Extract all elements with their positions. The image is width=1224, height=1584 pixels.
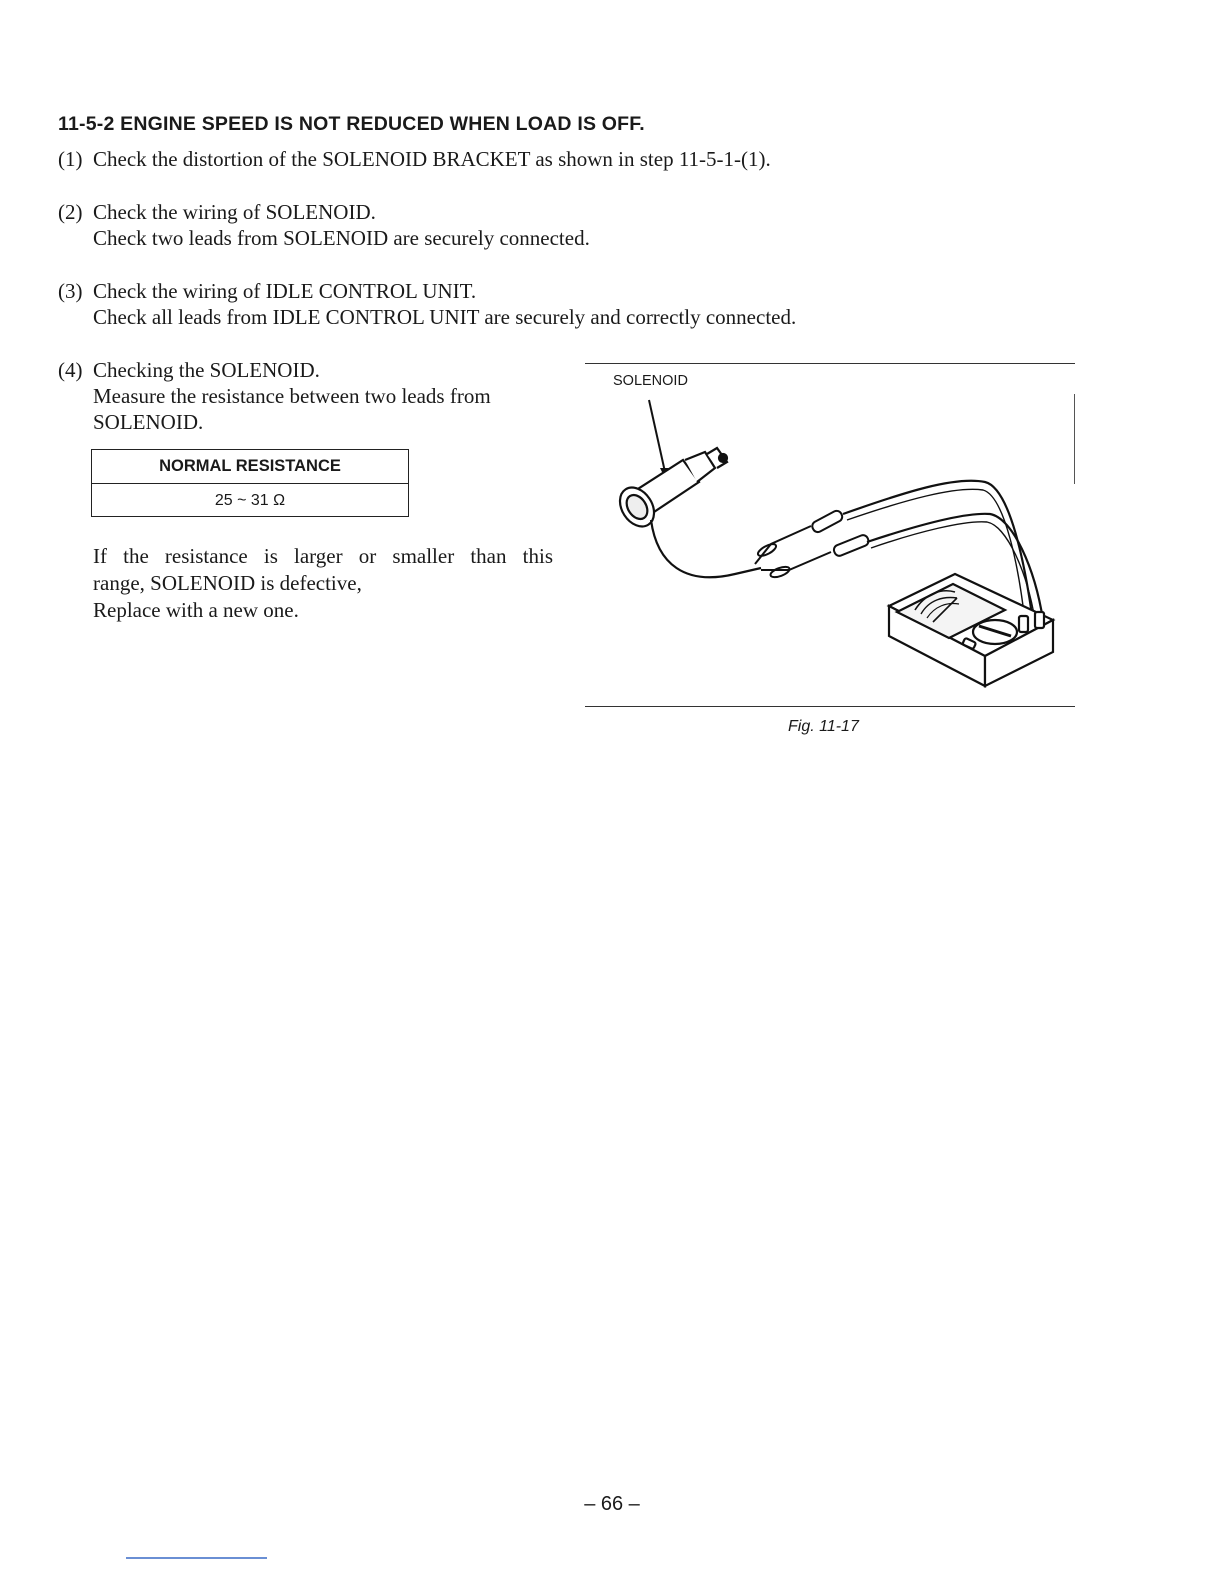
step-text-continued: Check all leads from IDLE CONTROL UNIT are securely and correctly connected.	[93, 305, 797, 329]
leader-line	[649, 400, 665, 472]
step-3	[58, 278, 796, 330]
footer-rule	[126, 1557, 267, 1559]
step-text: Check the wiring of SOLENOID.	[93, 200, 376, 224]
solenoid-multimeter-illustration	[585, 364, 1075, 706]
result-line: If the resistance is larger or smaller than this	[93, 544, 553, 568]
figure-solenoid-test	[585, 363, 1075, 707]
solenoid-lead	[651, 520, 761, 577]
lead-connectors	[756, 509, 870, 579]
resistance-table-value: 25 ~ 31 Ω	[214, 492, 286, 509]
solenoid-icon	[613, 448, 727, 533]
step-number: (4)	[58, 358, 83, 382]
section-heading: 11-5-2 ENGINE SPEED IS NOT REDUCED WHEN LOAD IS OFF.	[58, 113, 645, 135]
result-line: Replace with a new one.	[93, 598, 299, 622]
step-text: Checking the SOLENOID.	[93, 358, 320, 382]
page-number: – 66 –	[584, 1493, 640, 1515]
figure-caption: Fig. 11-17	[788, 718, 859, 735]
step-4	[58, 357, 491, 435]
step-number: (1)	[58, 147, 83, 171]
figure-label-solenoid: SOLENOID	[613, 373, 688, 389]
result-line: range, SOLENOID is defective,	[93, 571, 362, 595]
step-text: Check the distortion of the SOLENOID BRACKET as shown in step 11-5-1-(1).	[93, 147, 771, 171]
test-lead-b	[761, 552, 831, 570]
step-text-continued: Check two leads from SOLENOID are securely connected.	[93, 226, 590, 250]
step-text-continued: SOLENOID.	[93, 410, 204, 434]
resistance-table	[91, 449, 409, 517]
step-1	[58, 146, 771, 172]
step-number: (3)	[58, 279, 83, 303]
step-text: Check the wiring of IDLE CONTROL UNIT.	[93, 279, 477, 303]
step-number: (2)	[58, 200, 83, 224]
test-lead-a	[755, 526, 811, 564]
result-paragraph	[93, 543, 553, 624]
resistance-table-header: NORMAL RESISTANCE	[92, 450, 408, 484]
step-2	[58, 199, 590, 251]
step-text-continued: Measure the resistance between two leads from	[93, 384, 491, 408]
